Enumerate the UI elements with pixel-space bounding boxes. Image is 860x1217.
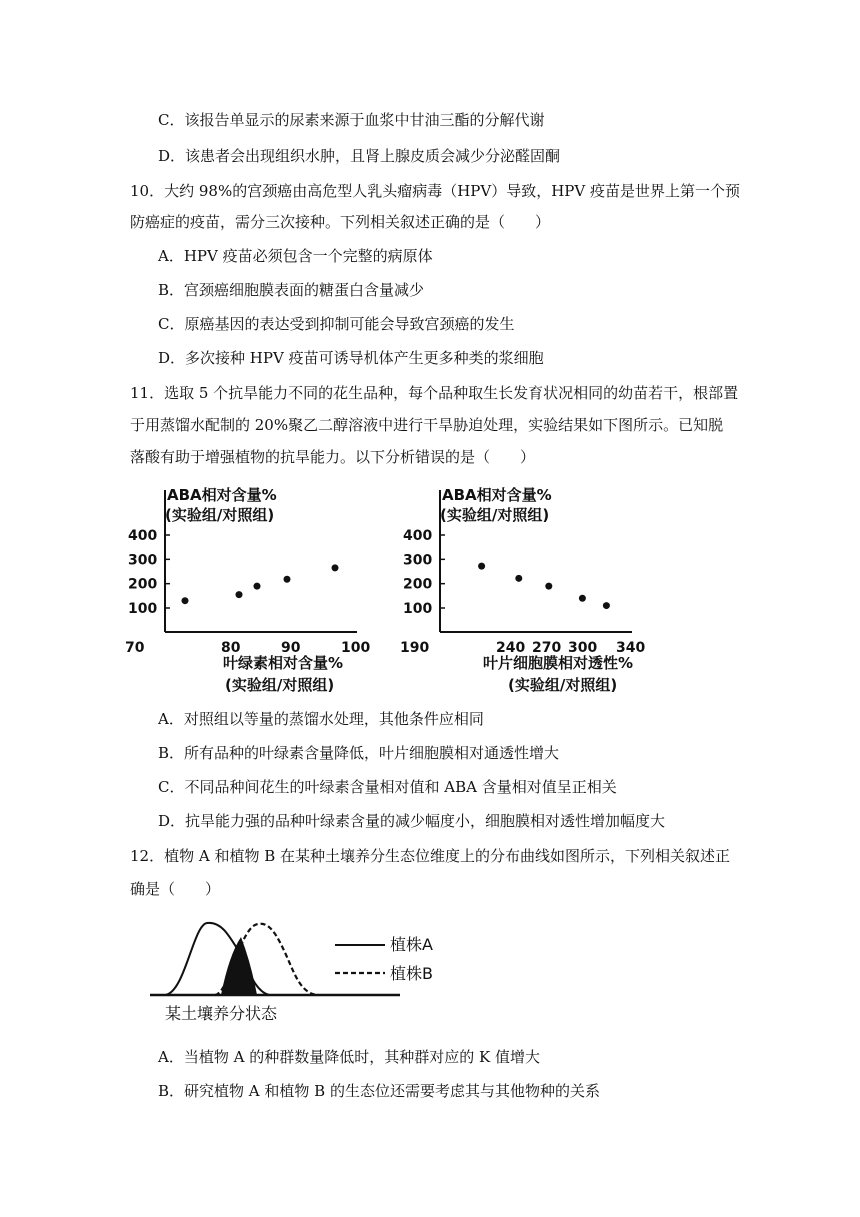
- c2-xtick-label: 270: [532, 640, 562, 656]
- q11-option-b: B．所有品种的叶绿素含量降低，叶片细胞膜相对通透性增大: [158, 744, 560, 762]
- overlap-region: [221, 937, 257, 995]
- q11-stem-line1: 11．选取 5 个抗旱能力不同的花生品种，每个品种取生长发育状况相同的幼苗若干，根部置: [130, 384, 739, 402]
- q12-stem-line2: 确是（ ）: [130, 880, 221, 898]
- chart2-xlabel-line1: 叶片细胞膜相对透性%: [483, 654, 634, 672]
- q11-option-a: A．对照组以等量的蒸馏水处理，其他条件应相同: [158, 710, 484, 728]
- q12-option-a: A．当植物 A 的种群数量降低时，其种群对应的 K 值增大: [158, 1048, 540, 1066]
- chart1-ylabel-line1: ABA相对含量%: [167, 486, 277, 504]
- q10-option-a: A．HPV 疫苗必须包含一个完整的病原体: [158, 247, 433, 265]
- c2-xtick-label: 240: [496, 640, 526, 656]
- c1-ytick-label: 200: [128, 576, 158, 593]
- q11-stem-line2: 于用蒸馏水配制的 20%聚乙二醇溶液中进行干旱胁迫处理，实验结果如下图所示。已知脱: [130, 416, 724, 434]
- c2-ytick-label: 200: [403, 576, 433, 593]
- q11-option-d: D．抗旱能力强的品种叶绿素含量的减少幅度小，细胞膜相对透性增加幅度大: [158, 812, 666, 830]
- q10-option-b: B．宫颈癌细胞膜表面的糖蛋白含量减少: [158, 281, 425, 299]
- c1-ytick-label: 300: [128, 552, 158, 569]
- c1-xtick-label: 80: [221, 640, 241, 656]
- c2-ytick-label: 300: [403, 552, 433, 569]
- q10-option-c: C．原癌基因的表达受到抑制可能会导致宫颈癌的发生: [158, 315, 515, 333]
- q11-stem-line3: 落酸有助于增强植物的抗旱能力。以下分析错误的是（ ）: [130, 448, 536, 466]
- chart2-ylabel-line1: ABA相对含量%: [442, 486, 552, 504]
- q12-stem-line1: 12．植物 A 和植物 B 在某种土壤养分生态位维度上的分布曲线如图所示，下列相关叙述正: [130, 847, 731, 865]
- chart2-xlabel-line2: (实验组/对照组): [508, 676, 618, 694]
- c1-data-point: [254, 583, 261, 590]
- chart2-ylabel-line2: (实验组/对照组): [440, 506, 550, 524]
- c1-xtick-label: 70: [125, 640, 145, 656]
- niche-distribution-diagram: [145, 915, 475, 1030]
- legend-label-b: 植株B: [390, 964, 433, 983]
- c1-xtick-label: 90: [281, 640, 301, 656]
- c2-data-point: [545, 583, 552, 590]
- q11-option-c: C．不同品种间花生的叶绿素含量相对值和 ABA 含量相对值呈正相关: [158, 778, 617, 796]
- c2-data-point: [478, 563, 485, 570]
- c1-ytick-label: 100: [128, 601, 158, 617]
- q10-stem-line2: 防癌症的疫苗，需分三次接种。下列相关叙述正确的是（ ）: [130, 213, 551, 231]
- c2-ytick-label: 400: [403, 528, 433, 544]
- c2-data-point: [515, 575, 522, 582]
- chart1-ylabel-line2: (实验组/对照组): [165, 506, 275, 524]
- chart1-xlabel-line2: (实验组/对照组): [225, 676, 335, 694]
- c1-data-point: [236, 591, 243, 598]
- c1-xtick-label: 100: [341, 640, 370, 656]
- chart-aba-vs-permeability: [400, 480, 650, 700]
- c1-data-point: [284, 576, 291, 583]
- q9-option-d: D．该患者会出现组织水肿，且肾上腺皮质会减少分泌醛固酮: [158, 147, 561, 165]
- c1-ytick-label: 400: [128, 528, 158, 544]
- q10-option-d: D．多次接种 HPV 疫苗可诱导机体产生更多种类的浆细胞: [158, 349, 544, 367]
- c1-data-point: [182, 597, 189, 604]
- c2-data-point: [579, 595, 586, 602]
- q10-stem-line1: 10．大约 98%的宫颈癌由高危型人乳头瘤病毒（HPV）导致，HPV 疫苗是世界上第一个预: [130, 182, 740, 200]
- diagram-axis-label: 某土壤养分状态: [165, 1004, 278, 1023]
- legend-label-a: 植株A: [390, 935, 433, 954]
- q9-option-c: C．该报告单显示的尿素来源于血浆中甘油三酯的分解代谢: [158, 111, 545, 129]
- chart1-xlabel-line1: 叶绿素相对含量%: [223, 654, 344, 672]
- c2-xtick-label: 340: [616, 640, 646, 656]
- c2-xtick-label: 300: [568, 640, 598, 656]
- c2-ytick-label: 100: [403, 601, 433, 617]
- chart-aba-vs-chlorophyll: [125, 480, 370, 700]
- c2-data-point: [603, 602, 610, 609]
- c2-xtick-label: 190: [400, 640, 430, 656]
- q12-option-b: B．研究植物 A 和植物 B 的生态位还需要考虑其与其他物种的关系: [158, 1082, 600, 1100]
- c1-data-point: [332, 564, 339, 571]
